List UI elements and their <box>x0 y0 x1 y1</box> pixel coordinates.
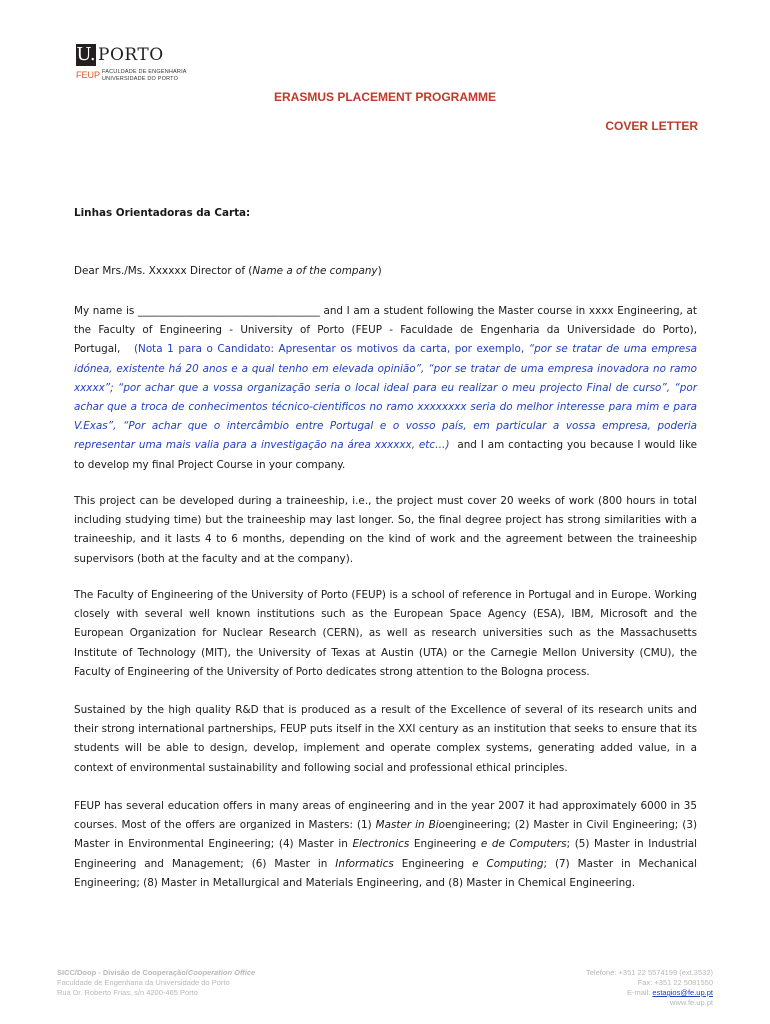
footer-phone: Telefone: +351 22 5574199 (ext.3532) <box>586 968 713 977</box>
intro-text: My name is ___________________________________ and I am a student following the Master course in xxxx Engineering, at the Faculty of Engineering - University of Porto (FEUP - Faculdade de Engenharia da Universidade do Porto), Portugal, <box>74 305 697 356</box>
candidate-note-label: (Nota 1 para o Candidato: Apresentar os motivos da carta, por exemplo, <box>134 343 525 356</box>
footer-office-english: Cooperation Office <box>187 968 256 977</box>
paragraph-research: Sustained by the high quality R&D that is produced as a result of the Excellence of several of its research units and their strong international partnerships, FEUP puts itself in the XXI century as an institution that seeks to ensure that its students will be able to design, develop, implement and operate complex systems, generating added value, in a context of environmental sustainability and following social and professional ethical principles. <box>74 704 697 774</box>
courses-italic-2: Electronics <box>352 838 410 851</box>
footer-fax: Fax: +351 22 5081550 <box>637 978 713 987</box>
logo-u-mark: U. <box>76 44 96 65</box>
cover-letter-title: COVER LETTER <box>605 119 698 133</box>
paragraph-traineeship: This project can be developed during a traineeship, i.e., the project must cover 20 weeks of work (800 hours in total including studying time) but the traineeship may last longer. So, the final degree project has strong similarities with a traineeship, and it lasts 4 to 6 months, depending on the kind of work and the agreement between the traineeship supervisors (both at the faculty and at the company). <box>74 495 697 565</box>
intro-closing: and I am contacting you because I would like to develop my final Project Course in your company. <box>74 439 697 471</box>
courses-italic-3: e de Computers <box>480 838 567 851</box>
programme-title: ERASMUS PLACEMENT PROGRAMME <box>273 90 496 104</box>
logo-faculty-line1: FACULDADE DE ENGENHARIA <box>102 69 187 75</box>
candidate-note <box>74 343 697 451</box>
logo-feup-text: FEUP <box>76 70 101 80</box>
footer-contacts <box>586 968 713 1008</box>
footer-office <box>57 968 255 978</box>
courses-italic-4: Informatics <box>335 857 394 870</box>
logo-faculty-text <box>102 69 187 82</box>
footer-address <box>57 968 255 998</box>
paragraph-courses <box>74 797 697 893</box>
courses-text-6: ; (7) Master in Mechanical Engineering; (8) Master in Metallurgical and Materials Engineering, and (8) Master in Chemical Engineering. <box>74 857 698 889</box>
footer-email-line <box>586 988 713 998</box>
courses-text-3: Engineering <box>409 838 481 851</box>
logo-faculty-line2: UNIVERSIDADE DO PORTO <box>102 75 179 82</box>
footer-email-label: E-mail: <box>627 988 653 997</box>
salutation-suffix: ) <box>377 265 382 277</box>
courses-text-1: FEUP has several education offers in many areas of engineering and in the year 2007 it had approximately 6000 in 35 courses. Most of the offers are organized in Masters: (1) <box>74 800 697 832</box>
footer-website[interactable]: www.fe.up.pt <box>670 998 713 1007</box>
footer-email-link[interactable]: estagios@fe.up.pt <box>652 988 713 997</box>
salutation-prefix: Dear Mrs./Ms. Xxxxxx Director of ( <box>74 265 253 277</box>
footer-street: Rua Dr. Roberto Frias, s/n 4200-465 Porto <box>57 988 198 997</box>
courses-italic-1: Master in Bio <box>375 819 446 832</box>
footer-office-name: SICC/Doop - Divisão de Cooperação/ <box>57 968 188 977</box>
courses-text-5: Engineering <box>393 857 473 870</box>
uporto-feup-logo <box>76 44 216 84</box>
candidate-note-examples: “por se tratar de uma empresa idónea, existente há 20 anos e a qual tenho em elevada opinião”, “por se tratar de uma empresa inovadora no ramo xxxxx”; “por achar que a vossa organização seria o local ideal para eu realizar o meu projecto Final de curso”, “por achar que a troca de conhecimentos técnico-cientificos no ramo xxxxxxxx seria do melhor interesse para mim e para V.Exas”, “Por achar que o intercâmbio entre Portugal e o vosso país, em particular a vossa empresa, poderia representar uma mais valia para a investigação na área xxxxxx, etc…) <box>74 343 697 452</box>
courses-text-2: engineering; (2) Master in Civil Engineering; (3) Master in Environmental Engineering; (4) Master in <box>74 819 698 851</box>
guidelines-heading: Linhas Orientadoras da Carta: <box>74 207 251 219</box>
footer-faculty: Faculdade de Engenharia da Universidade do Porto <box>57 978 230 987</box>
paragraph-intro <box>74 302 697 475</box>
salutation <box>74 265 697 277</box>
paragraph-faculty: The Faculty of Engineering of the University of Porto (FEUP) is a school of reference in Portugal and in Europe. Working closely with several well known institutions such as the European Space Agency (ESA), IBM, Microsoft and the European Organization for Nuclear Research (CERN), as well as research universities such as the Massachusetts Institute of Technology (MIT), the University of Texas at Austin (UTA) or the Carnegie Mellon University (CMU), the Faculty of Engineering of the University of Porto dedicates strong attention to the Bologna process. <box>74 589 697 678</box>
salutation-company: Name a of the company <box>252 265 378 277</box>
courses-italic-5: e Computing <box>472 857 544 870</box>
logo-porto-text: PORTO <box>98 45 164 65</box>
courses-text-4: ; (5) Master in Industrial Engineering and Management; (6) Master in <box>74 838 697 870</box>
